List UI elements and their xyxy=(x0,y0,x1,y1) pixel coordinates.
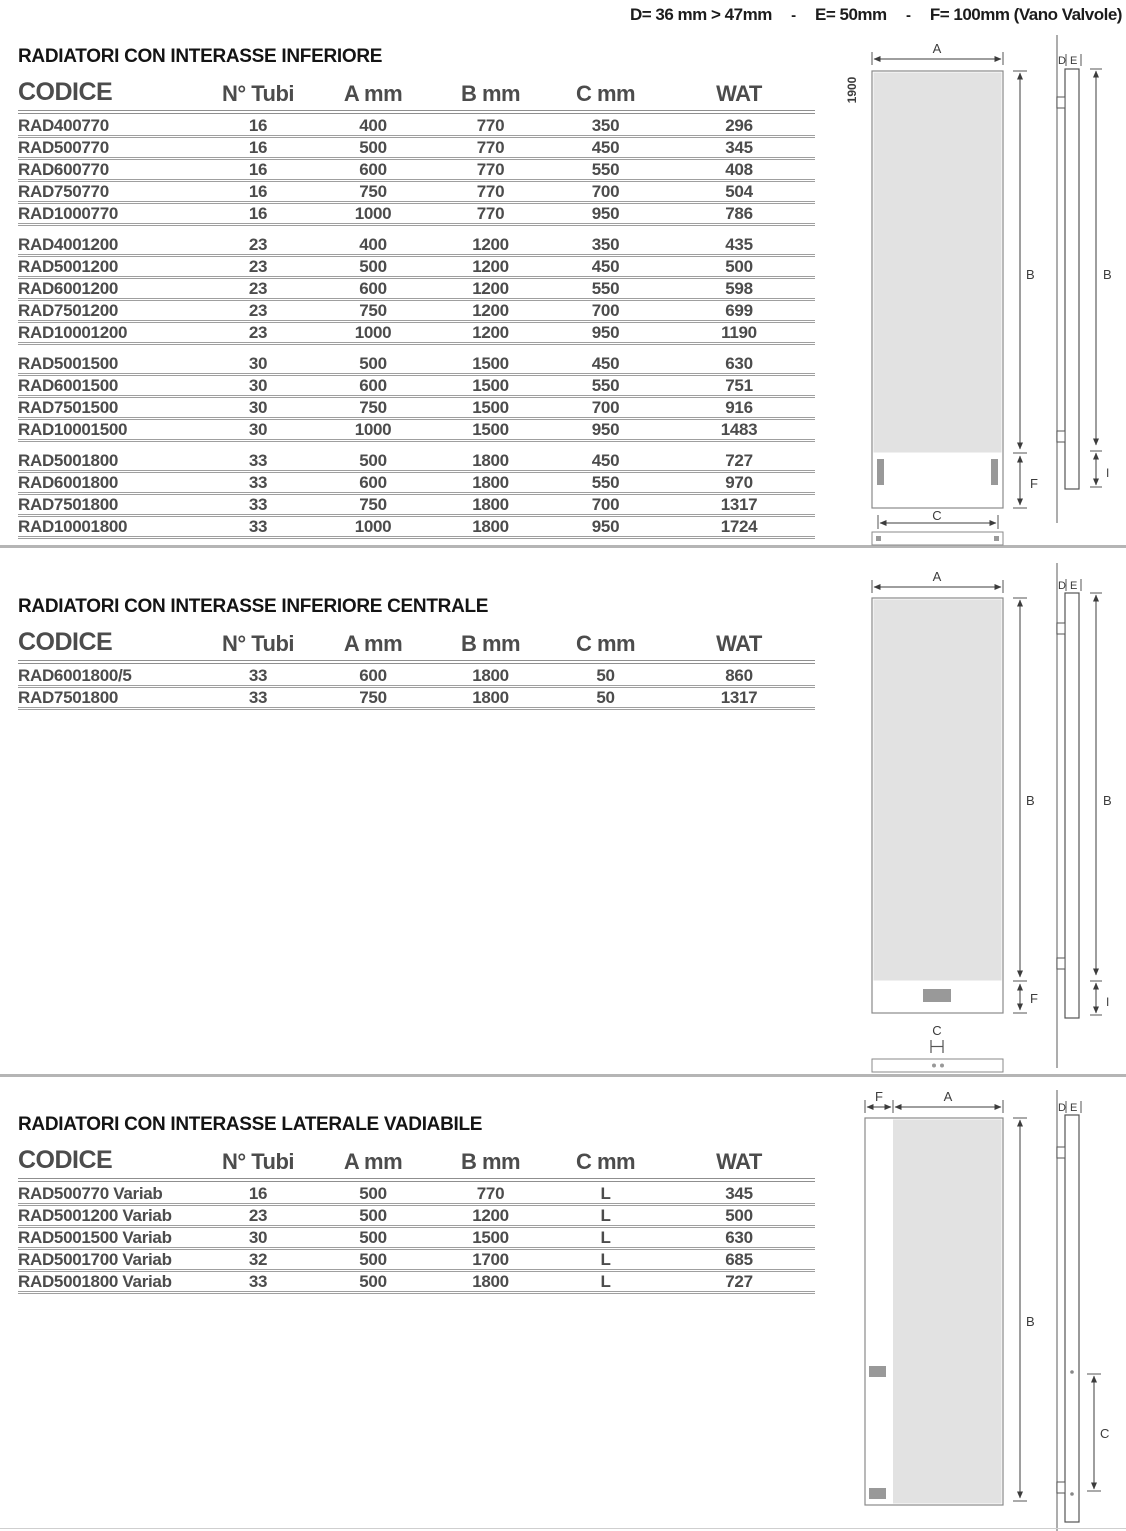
dim-label-a: A xyxy=(943,1090,953,1104)
cell-value: 950 xyxy=(591,204,620,223)
table-row xyxy=(18,138,815,160)
side-view-body xyxy=(1065,593,1079,1018)
cell-value: 33 xyxy=(248,473,268,492)
cell-value: 600 xyxy=(359,160,387,179)
table-inferiore xyxy=(18,78,815,539)
cell-value: 500 xyxy=(359,138,387,157)
cell-value: 400 xyxy=(359,116,387,135)
cell-codice: RAD5001800 Variab xyxy=(18,1272,172,1291)
cell-value: 1190 xyxy=(721,323,757,342)
table-row xyxy=(18,1206,815,1228)
cell-value: 23 xyxy=(248,257,268,276)
cell-value: 770 xyxy=(476,138,505,157)
cell-value: 970 xyxy=(725,473,753,492)
cell-codice: RAD600770 xyxy=(18,160,109,179)
side-view-body xyxy=(1065,69,1079,489)
connector-center xyxy=(923,989,951,1002)
cell-value: 1200 xyxy=(472,257,509,276)
cell-value: 1317 xyxy=(720,688,758,707)
cell-value: 1200 xyxy=(472,1206,509,1225)
cell-value: 700 xyxy=(591,301,620,320)
column-header-c: C mm xyxy=(575,1149,636,1174)
cell-value: 786 xyxy=(725,204,753,223)
wall-bracket xyxy=(1057,1482,1065,1493)
cell-codice: RAD4001200 xyxy=(18,235,119,254)
cell-value: 16 xyxy=(248,116,268,135)
cell-value: 685 xyxy=(725,1250,753,1269)
cell-value: L xyxy=(600,1206,611,1225)
table-header-row xyxy=(18,628,815,664)
table-row xyxy=(18,451,815,473)
cell-codice: RAD5001200 xyxy=(18,257,119,276)
table-row xyxy=(18,116,815,138)
cell-value: 770 xyxy=(476,182,505,201)
cell-value: 1483 xyxy=(720,420,758,439)
cell-value: 1200 xyxy=(472,323,509,342)
cell-codice: RAD5001800 xyxy=(18,451,119,470)
cell-codice: RAD5001500 xyxy=(18,354,119,373)
connector-right xyxy=(991,459,998,485)
column-header-a: A mm xyxy=(343,631,403,656)
cell-value: 860 xyxy=(725,666,753,685)
cell-value: 699 xyxy=(725,301,753,320)
column-header-codice: CODICE xyxy=(18,628,113,656)
cell-value: 350 xyxy=(591,116,620,135)
cell-codice: RAD500770 Variab xyxy=(18,1184,163,1203)
front-view-panel xyxy=(874,73,1002,453)
cell-value: 550 xyxy=(591,160,620,179)
dim-label-d: D xyxy=(1058,580,1066,592)
table-group xyxy=(18,235,815,345)
dim-label-b: B xyxy=(1026,793,1035,808)
table-row xyxy=(18,420,815,442)
table-row xyxy=(18,517,815,539)
cell-value: 500 xyxy=(359,1206,387,1225)
table-row xyxy=(18,279,815,301)
cell-value: 1500 xyxy=(472,420,509,439)
cell-value: 400 xyxy=(359,235,387,254)
cell-value: 1200 xyxy=(472,301,509,320)
column-header-c: C mm xyxy=(575,631,636,656)
dim-label-f: F xyxy=(1030,476,1038,491)
wall-bracket xyxy=(1057,623,1065,634)
table-row xyxy=(18,235,815,257)
cell-value: 550 xyxy=(591,376,620,395)
cell-codice: RAD750770 xyxy=(18,182,109,201)
cell-value: L xyxy=(600,1228,611,1247)
connector-side-upper xyxy=(869,1366,886,1377)
column-header-a: A mm xyxy=(343,81,403,106)
table-row xyxy=(18,398,815,420)
wall-bracket xyxy=(1057,1147,1065,1158)
dim-label-c: C xyxy=(932,508,942,523)
cell-value: 408 xyxy=(725,160,753,179)
cell-value: 1500 xyxy=(472,376,509,395)
cell-value: 750 xyxy=(359,398,387,417)
cell-value: 33 xyxy=(248,666,268,685)
table-row xyxy=(18,1228,815,1250)
table-row xyxy=(18,257,815,279)
table-group xyxy=(18,354,815,442)
cell-value: 1000 xyxy=(354,517,392,536)
diagram-interasse-inferiore xyxy=(840,33,1126,553)
cell-value: 727 xyxy=(725,451,753,470)
cell-value: 630 xyxy=(725,1228,753,1247)
cell-value: 23 xyxy=(248,279,268,298)
cell-value: 435 xyxy=(725,235,753,254)
cell-value: 500 xyxy=(725,257,753,276)
table-row xyxy=(18,301,815,323)
cell-value: 450 xyxy=(591,354,620,373)
note-d-spec: D= 36 mm > 47mm xyxy=(630,5,772,24)
bottom-view-bar xyxy=(872,1059,1003,1072)
cell-value: 33 xyxy=(248,495,268,514)
cell-value: 30 xyxy=(248,420,268,439)
cell-value: 33 xyxy=(248,688,268,707)
cell-value: 1500 xyxy=(472,398,509,417)
column-header-c: C mm xyxy=(575,81,636,106)
column-header-a: A mm xyxy=(343,1149,403,1174)
cell-codice: RAD6001500 xyxy=(18,376,119,395)
cell-value: 950 xyxy=(591,420,620,439)
cell-value: 500 xyxy=(359,451,387,470)
table-group xyxy=(18,666,815,710)
diagram-interasse-laterale-variabile xyxy=(840,1090,1126,1531)
cell-value: 1317 xyxy=(720,495,758,514)
cell-codice: RAD10001500 xyxy=(18,420,128,439)
cell-value: 750 xyxy=(359,182,387,201)
cell-value: 500 xyxy=(359,354,387,373)
cell-codice: RAD1000770 xyxy=(18,204,119,223)
front-view-panel xyxy=(874,600,1002,981)
cell-value: 33 xyxy=(248,517,268,536)
cell-value: 16 xyxy=(248,182,268,201)
note-separator: - xyxy=(905,6,911,24)
cell-codice: RAD400770 xyxy=(18,116,109,135)
cell-value: L xyxy=(600,1184,611,1203)
cell-value: 23 xyxy=(248,301,268,320)
section-title-inferiore-centrale: RADIATORI CON INTERASSE INFERIORE CENTRALE xyxy=(18,596,489,617)
table-row xyxy=(18,376,815,398)
cell-codice: RAD6001200 xyxy=(18,279,119,298)
dim-label-f: F xyxy=(1030,991,1038,1006)
column-header-tubi: N° Tubi xyxy=(221,1149,295,1174)
cell-value: 345 xyxy=(725,138,753,157)
cell-value: 950 xyxy=(591,323,620,342)
cell-value: 1800 xyxy=(472,666,509,685)
cell-value: 1800 xyxy=(472,1272,509,1291)
dim-label-c: C xyxy=(932,1023,942,1038)
dim-label-i: I xyxy=(1106,995,1110,1009)
cell-value: 600 xyxy=(359,376,387,395)
cell-value: 30 xyxy=(248,398,268,417)
cell-value: 500 xyxy=(725,1206,753,1225)
bottom-connector xyxy=(994,536,999,541)
cell-codice: RAD10001200 xyxy=(18,323,128,342)
page-bottom-rule xyxy=(0,1528,1126,1529)
cell-value: 1500 xyxy=(472,354,509,373)
cell-codice: RAD5001700 Variab xyxy=(18,1250,172,1269)
cell-value: 750 xyxy=(359,495,387,514)
dim-label-b: B xyxy=(1026,1314,1035,1329)
table-group xyxy=(18,1184,815,1294)
side-connector-dot xyxy=(1070,1370,1074,1374)
cell-value: L xyxy=(600,1272,611,1291)
cell-value: 23 xyxy=(248,235,268,254)
cell-value: 30 xyxy=(248,354,268,373)
front-view-panel xyxy=(893,1120,1002,1504)
cell-value: 600 xyxy=(359,473,387,492)
table-row xyxy=(18,666,815,688)
table-header-row xyxy=(18,1146,815,1182)
cell-value: 700 xyxy=(591,182,620,201)
cell-value: 700 xyxy=(591,398,620,417)
table-header-row xyxy=(18,78,815,114)
dim-label-f: F xyxy=(875,1090,883,1104)
cell-value: 23 xyxy=(248,1206,268,1225)
column-header-codice: CODICE xyxy=(18,78,113,106)
cell-value: 600 xyxy=(359,279,387,298)
table-group xyxy=(18,451,815,539)
cell-codice: RAD5001500 Variab xyxy=(18,1228,172,1247)
cell-value: 770 xyxy=(476,116,505,135)
column-header-b: B mm xyxy=(460,81,521,106)
cell-value: 296 xyxy=(725,116,753,135)
wall-bracket xyxy=(1057,958,1065,969)
cell-value: 500 xyxy=(359,257,387,276)
height-1900-label: 1900 xyxy=(845,76,859,104)
column-header-wat: WAT xyxy=(716,1149,762,1174)
column-header-b: B mm xyxy=(460,1149,521,1174)
side-connector-dot xyxy=(1070,1492,1074,1496)
dim-label-a: A xyxy=(932,569,942,584)
cell-value: 1000 xyxy=(354,420,392,439)
column-header-wat: WAT xyxy=(716,81,762,106)
cell-value: 500 xyxy=(359,1250,387,1269)
cell-value: 30 xyxy=(248,376,268,395)
wall-bracket xyxy=(1057,97,1065,108)
cell-value: 1200 xyxy=(472,235,509,254)
cell-value: 500 xyxy=(359,1228,387,1247)
table-row xyxy=(18,1272,815,1294)
connector-left xyxy=(877,459,884,485)
cell-value: 16 xyxy=(248,160,268,179)
cell-value: 450 xyxy=(591,451,620,470)
dim-label-b: B xyxy=(1103,793,1112,808)
table-row xyxy=(18,1184,815,1206)
cell-value: 770 xyxy=(476,204,505,223)
cell-value: 23 xyxy=(248,323,268,342)
dim-label-e: E xyxy=(1070,580,1078,592)
bottom-connector xyxy=(876,536,881,541)
dim-label-d: D xyxy=(1058,1102,1066,1114)
cell-codice: RAD7501800 xyxy=(18,688,119,707)
cell-value: L xyxy=(600,1250,611,1269)
bottom-view-bar xyxy=(872,532,1003,545)
note-separator: - xyxy=(791,6,796,24)
table-row xyxy=(18,688,815,710)
cell-value: 450 xyxy=(591,257,620,276)
cell-value: 32 xyxy=(248,1250,268,1269)
cell-value: 598 xyxy=(725,279,753,298)
table-row xyxy=(18,473,815,495)
table-row xyxy=(18,160,815,182)
cell-value: 16 xyxy=(248,204,268,223)
cell-value: 770 xyxy=(476,1184,505,1203)
dim-label-e: E xyxy=(1070,1102,1078,1114)
cell-value: 916 xyxy=(725,398,753,417)
bottom-connector xyxy=(932,1064,936,1068)
table-laterale-variabile xyxy=(18,1146,815,1294)
column-header-b: B mm xyxy=(460,631,521,656)
bottom-connector xyxy=(940,1064,944,1068)
cell-value: 1000 xyxy=(354,204,392,223)
cell-value: 450 xyxy=(591,138,620,157)
connector-side-lower xyxy=(869,1488,886,1499)
cell-value: 630 xyxy=(725,354,753,373)
dim-label-c: C xyxy=(1100,1426,1110,1441)
cell-value: 30 xyxy=(248,1228,268,1247)
cell-value: 1800 xyxy=(472,473,509,492)
dim-label-e: E xyxy=(1070,55,1078,67)
table-row xyxy=(18,1250,815,1272)
table-row xyxy=(18,204,815,226)
dim-label-b: B xyxy=(1103,267,1112,282)
cell-value: 700 xyxy=(591,495,620,514)
cell-value: 600 xyxy=(359,666,387,685)
cell-codice: RAD500770 xyxy=(18,138,109,157)
cell-codice: RAD10001800 xyxy=(18,517,128,536)
cell-value: 727 xyxy=(725,1272,753,1291)
cell-codice: RAD7501500 xyxy=(18,398,119,417)
dimension-note xyxy=(630,5,1122,25)
column-header-wat: WAT xyxy=(716,631,762,656)
dim-label-d: D xyxy=(1058,55,1066,67)
wall-bracket xyxy=(1057,431,1065,442)
cell-value: 16 xyxy=(248,1184,268,1203)
cell-value: 504 xyxy=(725,182,753,201)
cell-value: 350 xyxy=(591,235,620,254)
dim-label-i: I xyxy=(1106,466,1110,480)
cell-codice: RAD6001800/5 xyxy=(18,666,132,685)
column-header-tubi: N° Tubi xyxy=(221,631,295,656)
table-row xyxy=(18,495,815,517)
cell-value: 1800 xyxy=(472,688,509,707)
section-title-laterale-variabile: RADIATORI CON INTERASSE LATERALE VADIABILE xyxy=(18,1114,483,1135)
cell-value: 1724 xyxy=(720,517,758,536)
cell-value: 750 xyxy=(359,301,387,320)
cell-value: 550 xyxy=(591,473,620,492)
table-row xyxy=(18,323,815,345)
column-header-tubi: N° Tubi xyxy=(221,81,295,106)
table-body xyxy=(18,116,815,539)
cell-value: 1800 xyxy=(472,517,509,536)
cell-value: 1000 xyxy=(354,323,392,342)
side-view-body xyxy=(1065,1115,1079,1522)
cell-value: 770 xyxy=(476,160,505,179)
cell-value: 33 xyxy=(248,451,268,470)
table-group xyxy=(18,116,815,226)
cell-codice: RAD7501200 xyxy=(18,301,119,320)
cell-value: 950 xyxy=(591,517,620,536)
cell-value: 1700 xyxy=(472,1250,509,1269)
cell-value: 500 xyxy=(359,1272,387,1291)
cell-value: 750 xyxy=(359,688,387,707)
cell-value: 500 xyxy=(359,1184,387,1203)
cell-value: 1800 xyxy=(472,451,509,470)
table-inferiore-centrale xyxy=(18,628,815,710)
cell-value: 1800 xyxy=(472,495,509,514)
cell-value: 50 xyxy=(596,666,615,685)
table-row xyxy=(18,182,815,204)
cell-value: 345 xyxy=(725,1184,753,1203)
dim-label-a: A xyxy=(932,41,942,56)
dim-label-b: B xyxy=(1026,267,1035,282)
cell-value: 33 xyxy=(248,1272,268,1291)
cell-codice: RAD7501800 xyxy=(18,495,119,514)
cell-value: 1500 xyxy=(472,1228,509,1247)
cell-value: 1200 xyxy=(472,279,509,298)
cell-value: 550 xyxy=(591,279,620,298)
note-f-spec: F= 100mm (Vano Valvole) xyxy=(929,5,1122,24)
cell-value: 16 xyxy=(248,138,268,157)
section-title-inferiore: RADIATORI CON INTERASSE INFERIORE xyxy=(18,46,383,67)
table-body xyxy=(18,1184,815,1294)
diagram-interasse-inferiore-centrale xyxy=(840,563,1126,1075)
cell-value: 50 xyxy=(596,688,615,707)
cell-codice: RAD5001200 Variab xyxy=(18,1206,172,1225)
cell-value: 751 xyxy=(725,376,753,395)
table-row xyxy=(18,354,815,376)
column-header-codice: CODICE xyxy=(18,1146,113,1174)
table-body xyxy=(18,666,815,710)
cell-codice: RAD6001800 xyxy=(18,473,119,492)
note-e-spec: E= 50mm xyxy=(815,5,887,24)
